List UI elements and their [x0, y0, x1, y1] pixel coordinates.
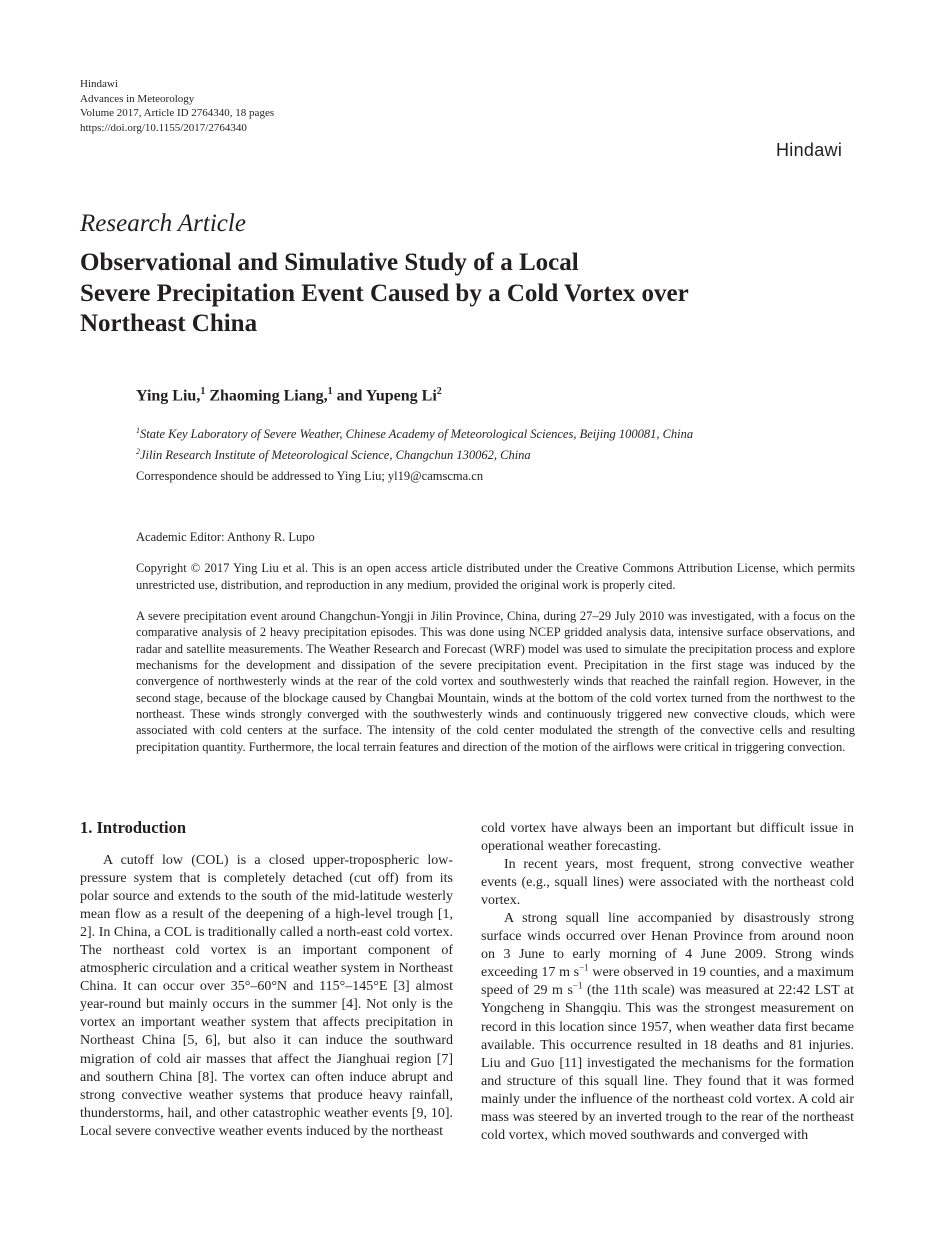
paragraph: cold vortex have always been an important but difficult issue in operational weather forecasting.	[481, 821, 854, 855]
title-line: Northeast China	[80, 310, 258, 337]
paragraph: A strong squall line accompanied by disastrously strong surface winds occurred over Henan Province from around noon on 3 June to early morning of 4 June 2009. Strong winds exceeding 17 m $s^{-1}$ were observed in 19 counties, and a maximum speed of 29 m $s^{-1}$ (the 11th scale) was measured at 22:42 LST at Yongcheng in Shangqiu. This was the strongest measurement on record in this location since 1957, when weather data first became available. This occurrence resulted in 18 deaths and 81 injuries. Liu and Guo [11] investigated the mechanisms for the formation and structure of this squall line. They found that it was formed mainly under the influence of the northeast cold vortex. A cold air mass was steered by an inverted trough to the rear of the northeast cold vortex, which moved southwards and converged with	[481, 911, 854, 1143]
abstract: A severe precipitation event around Changchun-Yongji in Jilin Province, China, during 27–29 July 2010 was investigated, with a focus on the comparative analysis of 2 heavy precipitation episodes. This was done using NCEP gridded analysis data, intensive surface observations, and radar and satellite measurements. The Weather Research and Forecast (WRF) model was used to simulate the precipitation process and explore mechanisms for the development and dissipation of the severe precipitation event. Precipitation in the first stage was induced by the convergence of northwesterly winds at the rear of the cold vortex and southwesterly winds that reached the rainfall region. However, in the second stage, because of the blockage caused by Changbai Mountain, winds at the bottom of the cold vortex turned from the northwest to the northeast. These winds strongly converged with the southwesterly winds and continuously triggered new convective clouds, which were associated with cold centers at the surface. The intensity of the cold center modulated the strength of the convective cells and resulting precipitation quantity. Furthermore, the local terrain features and direction of the motion of the airflows were critical in triggering convection.	[136, 609, 855, 754]
doi-link[interactable]: https://doi.org/10.1155/2017/2764340	[80, 121, 247, 134]
journal-name: Advances in Meteorology	[80, 92, 195, 105]
publisher-name: Hindawi	[80, 78, 118, 90]
paragraph: In recent years, most frequent, strong convective weather events (e.g., squall lines) were associated with the northeast cold vortex.	[481, 857, 854, 909]
author-name: Ying Liu,	[136, 387, 201, 405]
volume-info: Volume 2017, Article ID 2764340, 18 pages	[80, 107, 275, 119]
journal-meta	[80, 77, 274, 135]
article-type: Research Article	[80, 210, 246, 237]
section-heading: 1. Introduction	[80, 818, 187, 837]
author-affiliation-mark: 2	[436, 386, 442, 397]
hindawi-logo: Hindawi	[776, 140, 843, 160]
title-line: Observational and Simulative Study of a Local	[80, 249, 579, 276]
author-name: Zhaoming Liang,	[209, 387, 328, 405]
body-column-left	[80, 852, 453, 1141]
paragraph: A cutoff low (COL) is a closed upper-tropospheric low-pressure system that is completely detached (cut off) from its polar source and extends to the south of the mid-latitude westerly mean flow as a result of the deepening of a high-level trough [1, 2]. In China, a COL is traditionally called a north-east cold vortex. The northeast cold vortex is an important component of atmospheric circulation and a critical weather system in Northeast China. It can occur over 35°–60°N and 115°–145°E [3] almost year-round but mainly occurs in the summer [4]. Not only is the vortex an important weather system that affects precipitation in Northeast China [5, 6], but also it can induce the southward migration of cold air masses that affect the Jianghuai region [7] and southern China [8]. The vortex can often induce abrupt and strong convective weather systems that produce heavy rainfall, thunderstorms, hail, and other catastrophic weather events [9, 10]. Local severe convective weather events induced by the northeast	[80, 853, 453, 1139]
academic-editor: Academic Editor: Anthony R. Lupo	[136, 530, 315, 544]
author-affiliation-mark: 1	[200, 386, 206, 397]
affiliation: $^1$State Key Laboratory of Severe Weather, Chinese Academy of Meteorological Sciences, Beijing 100081, China	[136, 426, 694, 442]
author-name: and Yupeng Li	[336, 387, 437, 405]
affiliation: $^2$Jilin Research Institute of Meteorological Science, Changchun 130062, China	[136, 447, 531, 463]
author-affiliation-mark: 1	[327, 386, 333, 397]
copyright-notice: Copyright © 2017 Ying Liu et al. This is an open access article distributed under the Creative Commons Attribution License, which permits unrestricted use, distribution, and reproduction in any medium, provided the original work is properly cited.	[136, 561, 855, 592]
author-list	[136, 386, 442, 405]
body-column-right	[481, 820, 854, 1145]
title-line: Severe Precipitation Event Caused by a Cold Vortex over	[80, 279, 689, 307]
correspondence: Correspondence should be addressed to Ying Liu; yl19@camscma.cn	[136, 469, 484, 483]
affiliations	[136, 422, 693, 464]
article-title	[80, 248, 840, 340]
